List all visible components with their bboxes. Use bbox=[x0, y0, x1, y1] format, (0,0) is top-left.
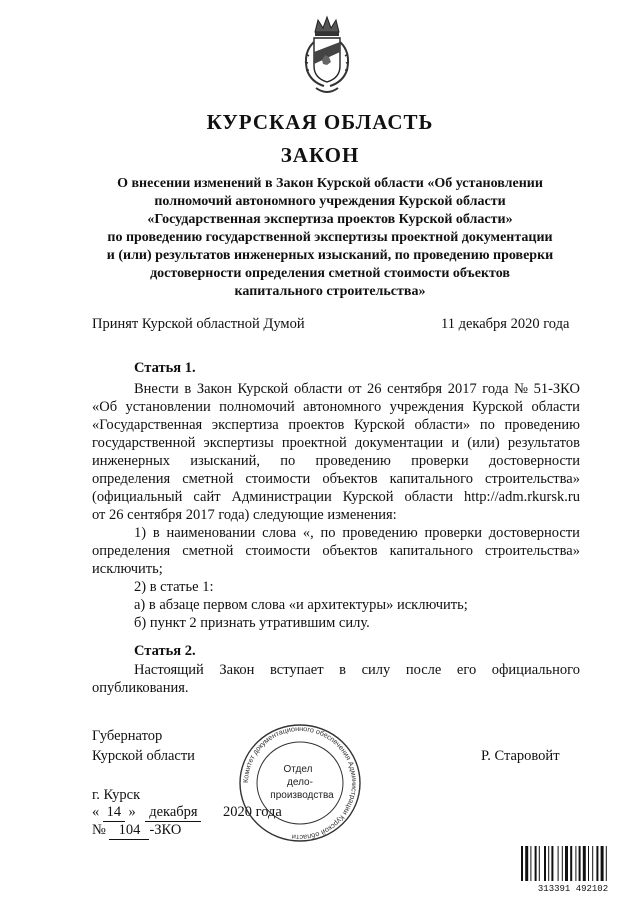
document-type-heading: ЗАКОН bbox=[280, 143, 360, 167]
word: экспертизы bbox=[203, 435, 274, 451]
barcode bbox=[518, 845, 628, 893]
word: строительства» bbox=[485, 543, 580, 559]
barcode-bar bbox=[525, 846, 528, 881]
word: сентября bbox=[387, 381, 443, 397]
word: http://adm.rkursk.ru bbox=[463, 489, 580, 505]
word: государственной bbox=[92, 435, 196, 451]
word: установлении bbox=[125, 399, 211, 415]
word: наименовании bbox=[166, 525, 256, 541]
article-1-paragraph-line bbox=[92, 435, 580, 452]
barcode-bar bbox=[588, 846, 589, 881]
word: экспертиза bbox=[211, 417, 279, 433]
word: в bbox=[152, 525, 160, 541]
word: проверки bbox=[411, 453, 469, 469]
word: сайт bbox=[193, 489, 221, 505]
word: изысканий, bbox=[190, 453, 261, 469]
stamp-line-3: производства bbox=[270, 790, 334, 801]
barcode-bar bbox=[565, 846, 568, 881]
amendment-item-1-last-line: исключить; bbox=[92, 561, 163, 577]
law-title-line: О внесении изменений в Закон Курской области «Об установлении bbox=[117, 176, 543, 191]
word: Закон bbox=[219, 662, 255, 678]
law-title-line: достоверности определения сметной стоимости объектов bbox=[150, 266, 510, 281]
barcode-bar bbox=[551, 846, 553, 881]
coat-of-arms-emblem bbox=[298, 12, 356, 100]
word: проведению bbox=[342, 525, 418, 541]
barcode-bar bbox=[596, 846, 598, 881]
barcode-bar bbox=[521, 846, 523, 881]
word: официального bbox=[491, 662, 580, 678]
date-open-quote: « bbox=[92, 804, 100, 820]
signing-day: 14 bbox=[103, 804, 125, 822]
word: области bbox=[293, 381, 343, 397]
word: полномочий bbox=[219, 399, 295, 415]
word: области bbox=[404, 489, 454, 505]
word: достоверности bbox=[488, 453, 580, 469]
word: в bbox=[184, 381, 192, 397]
amendment-item-1-line bbox=[92, 543, 580, 560]
barcode-bar bbox=[583, 846, 586, 881]
signatory-name: Р. Старовойт bbox=[481, 748, 560, 764]
barcode-bar bbox=[592, 846, 593, 881]
date-close-quote: » bbox=[128, 804, 136, 820]
signatory-title-line-2: Курской области bbox=[92, 748, 195, 764]
word: (или) bbox=[467, 435, 500, 451]
word: «Об bbox=[92, 399, 118, 415]
word: определения bbox=[92, 471, 171, 487]
word: вступает bbox=[270, 662, 324, 678]
word: от bbox=[348, 381, 362, 397]
word: в bbox=[339, 662, 347, 678]
barcode-bar bbox=[558, 846, 559, 881]
word: проектов bbox=[288, 417, 345, 433]
stamp-line-1: Отдел bbox=[283, 764, 313, 775]
word: после bbox=[405, 662, 442, 678]
word: Курской bbox=[353, 417, 405, 433]
word: области» bbox=[414, 417, 471, 433]
word: строительства» bbox=[485, 471, 580, 487]
word: объектов bbox=[322, 543, 378, 559]
word: его bbox=[456, 662, 477, 678]
barcode-bar bbox=[539, 846, 540, 881]
region-heading: КУРСКАЯ ОБЛАСТЬ bbox=[206, 110, 434, 134]
article-1-paragraph-line bbox=[92, 453, 580, 470]
word: проведению bbox=[504, 417, 580, 433]
amendment-item-2: 2) в статье 1: bbox=[134, 579, 214, 595]
word: достоверности bbox=[488, 525, 580, 541]
word: стоимости bbox=[245, 543, 311, 559]
law-title-line: и (или) результатов инженерных изысканий, по проведению проверки bbox=[106, 248, 554, 263]
amendment-item-2b: б) пункт 2 признать утратившим силу. bbox=[134, 615, 370, 631]
article-2-paragraph-last-line: опубликования. bbox=[92, 680, 189, 696]
barcode-bars bbox=[521, 846, 607, 881]
word: стоимости bbox=[245, 471, 311, 487]
word: по bbox=[280, 453, 296, 469]
word: капитального bbox=[389, 543, 473, 559]
law-number bbox=[92, 822, 181, 840]
word: Администрации bbox=[231, 489, 332, 505]
barcode-digits: 313391 492102 bbox=[537, 884, 609, 893]
signing-month: декабря bbox=[145, 804, 201, 822]
word: по bbox=[479, 417, 495, 433]
word: учреждения bbox=[389, 399, 464, 415]
stamp-ring-text: Комитет документационного обеспечения Администрации Курской области bbox=[240, 723, 360, 843]
number-sign: № bbox=[92, 822, 106, 838]
barcode-bar bbox=[601, 846, 604, 881]
office-stamp bbox=[236, 722, 364, 844]
barcode-bar bbox=[530, 846, 531, 881]
adoption-date: 11 декабря 2020 года bbox=[441, 316, 570, 332]
barcode-bar bbox=[535, 846, 537, 881]
signing-year: 2020 года bbox=[223, 804, 282, 820]
word: определения bbox=[92, 543, 171, 559]
word: результатов bbox=[507, 435, 580, 451]
law-title-line: по проведению государственной экспертизы проектной документации bbox=[107, 230, 553, 245]
adopted-by: Принят Курской областной Думой bbox=[92, 316, 305, 332]
article-1-paragraph-line bbox=[92, 489, 580, 506]
word: 51-ЗКО bbox=[533, 381, 580, 397]
word: документации bbox=[354, 435, 444, 451]
article-1-paragraph-last-line: от 26 сентября 2017 года) следующие изменения: bbox=[92, 507, 397, 523]
word: года bbox=[482, 381, 509, 397]
law-number-suffix: -ЗКО bbox=[149, 822, 182, 838]
word: сметной bbox=[182, 471, 234, 487]
word: Курской bbox=[342, 489, 394, 505]
law-number-value: 104 bbox=[109, 822, 149, 840]
barcode-bar bbox=[570, 846, 572, 881]
article-2-paragraph-line bbox=[134, 662, 580, 679]
word: силу bbox=[361, 662, 391, 678]
article-2-heading: Статья 2. bbox=[134, 643, 196, 659]
word: инженерных bbox=[92, 453, 170, 469]
article-1-paragraph-line bbox=[92, 399, 580, 416]
word: проектной bbox=[281, 435, 347, 451]
word: капитального bbox=[389, 471, 473, 487]
word: объектов bbox=[322, 471, 378, 487]
word: Курской bbox=[472, 399, 524, 415]
word: слова bbox=[262, 525, 297, 541]
barcode-bar bbox=[562, 846, 563, 881]
barcode-bar bbox=[579, 846, 581, 881]
amendment-item-1-line bbox=[134, 525, 580, 542]
article-1-paragraph-line bbox=[92, 417, 580, 434]
word: 26 bbox=[367, 381, 382, 397]
word: автономного bbox=[303, 399, 382, 415]
word: (официальный bbox=[92, 489, 183, 505]
stamp-line-2: дело- bbox=[287, 777, 313, 788]
word: проверки bbox=[424, 525, 483, 541]
word: Курской bbox=[237, 381, 289, 397]
word: «Государственная bbox=[92, 417, 203, 433]
word: 2017 bbox=[447, 381, 477, 397]
word: по bbox=[320, 525, 336, 541]
law-title-line: полномочий автономного учреждения Курской области bbox=[154, 194, 506, 209]
word: сметной bbox=[182, 543, 234, 559]
word: № bbox=[514, 381, 528, 397]
barcode-bar bbox=[575, 846, 576, 881]
barcode-bar bbox=[606, 846, 607, 881]
amendment-item-2a: а) в абзаце первом слова «и архитектуры» исключить; bbox=[134, 597, 468, 613]
barcode-bar bbox=[548, 846, 549, 881]
law-title-line: «Государственная экспертиза проектов Курской области» bbox=[147, 212, 513, 227]
article-1-heading: Статья 1. bbox=[134, 360, 196, 376]
barcode-bar bbox=[544, 846, 546, 881]
signing-place: г. Курск bbox=[92, 787, 141, 803]
article-1-paragraph-line bbox=[134, 381, 580, 398]
word: «, bbox=[302, 525, 314, 541]
word: области bbox=[531, 399, 580, 415]
word: Внести bbox=[134, 381, 179, 397]
word: Закон bbox=[196, 381, 232, 397]
law-title-line: капитального строительства» bbox=[234, 284, 426, 299]
word: и bbox=[451, 435, 460, 451]
word: 1) bbox=[134, 525, 147, 541]
word: проведению bbox=[315, 453, 391, 469]
word: Настоящий bbox=[134, 662, 204, 678]
signatory-title-line-1: Губернатор bbox=[92, 728, 163, 744]
article-1-paragraph-line bbox=[92, 471, 580, 488]
